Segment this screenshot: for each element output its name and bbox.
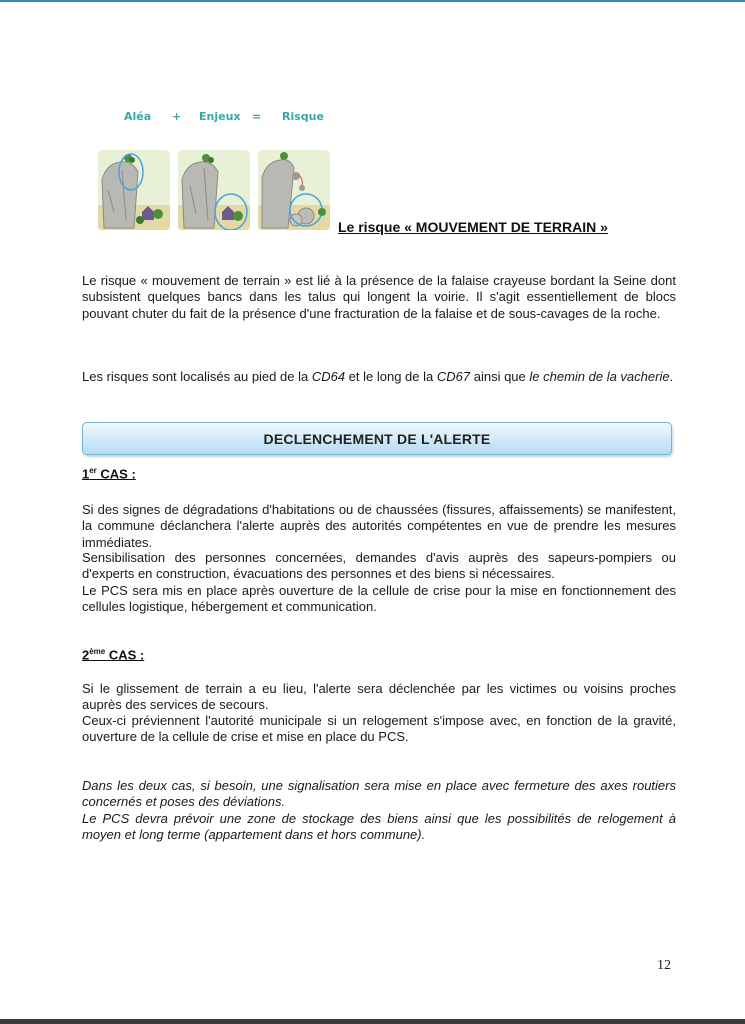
road-cd67: CD67 xyxy=(436,369,471,384)
location-paragraph: Les risques sont localisés au pied de la CD64 et le long de la CD67 ainsi que le chemin de la vacherie. xyxy=(82,369,674,384)
closing-paragraph-2: Le PCS devra prévoir une zone de stockage des biens ainsi que les possibilités de relogement à moyen et long terme (appartement dans et hors commune). xyxy=(82,811,676,843)
cliff-rockfall-icon xyxy=(258,150,330,230)
cliff-stakes-icon xyxy=(178,150,250,230)
top-border xyxy=(0,0,745,2)
closing-paragraph-1: Dans les deux cas, si besoin, une signalisation sera mise en place avec fermeture des axes routiers concernés et poses des déviations. xyxy=(82,778,676,810)
bottom-border xyxy=(0,1019,745,1024)
formula-equals: = xyxy=(252,110,262,123)
road-cd64: CD64 xyxy=(311,369,346,384)
formula-term-enjeux: Enjeux xyxy=(199,110,241,123)
chemin-vacherie: le chemin de la vacherie xyxy=(529,369,670,384)
case1-paragraph-1: Si des signes de dégradations d'habitations ou de chaussées (fissures, affaissements) se manifestent, la commune déclanchera l'alerte auprès des autorités compétentes en vue de prendre les mesures immédiates. xyxy=(82,502,676,550)
case2-heading: 2ème CAS : xyxy=(82,647,145,663)
formula-term-alea: Aléa xyxy=(124,110,152,123)
formula-term-risque: Risque xyxy=(282,110,324,123)
section-title: Le risque « MOUVEMENT DE TERRAIN » xyxy=(338,219,608,235)
formula-plus: + xyxy=(172,110,182,123)
case2-paragraph-1: Si le glissement de terrain a eu lieu, l'alerte sera déclenchée par les victimes ou voisins proches auprès des services de secours. xyxy=(82,681,676,713)
case1-heading: 1er CAS : xyxy=(82,466,136,482)
case1-paragraph-3: Le PCS sera mis en place après ouverture de la cellule de crise pour la mise en fonctionnement des cellules logistique, hébergement et communication. xyxy=(82,583,676,615)
case1-paragraph-2: Sensibilisation des personnes concernées, demandes d'avis auprès des sapeurs-pompiers ou d'experts en construction, évacuations des personnes et des biens si nécessaires. xyxy=(82,550,676,582)
cliff-hazard-icon xyxy=(98,150,170,230)
alert-banner xyxy=(82,422,672,455)
page-number: 12 xyxy=(657,958,671,973)
intro-paragraph: Le risque « mouvement de terrain » est lié à la présence de la falaise crayeuse bordant la Seine dont subsistent quelques bancs dans les talus qui longent la voirie. Il s'agit essentiellement de blocs pouvant chuter du fait de la présence d'une fracturation de la falaise et de sous-cavages de la roche. xyxy=(82,273,676,321)
banner-title: DECLENCHEMENT DE L'ALERTE xyxy=(263,430,491,447)
case2-paragraph-2: Ceux-ci préviennent l'autorité municipale si un relogement s'impose avec, en fonction de la gravité, ouverture de la cellule de crise et mise en place du PCS. xyxy=(82,713,676,745)
